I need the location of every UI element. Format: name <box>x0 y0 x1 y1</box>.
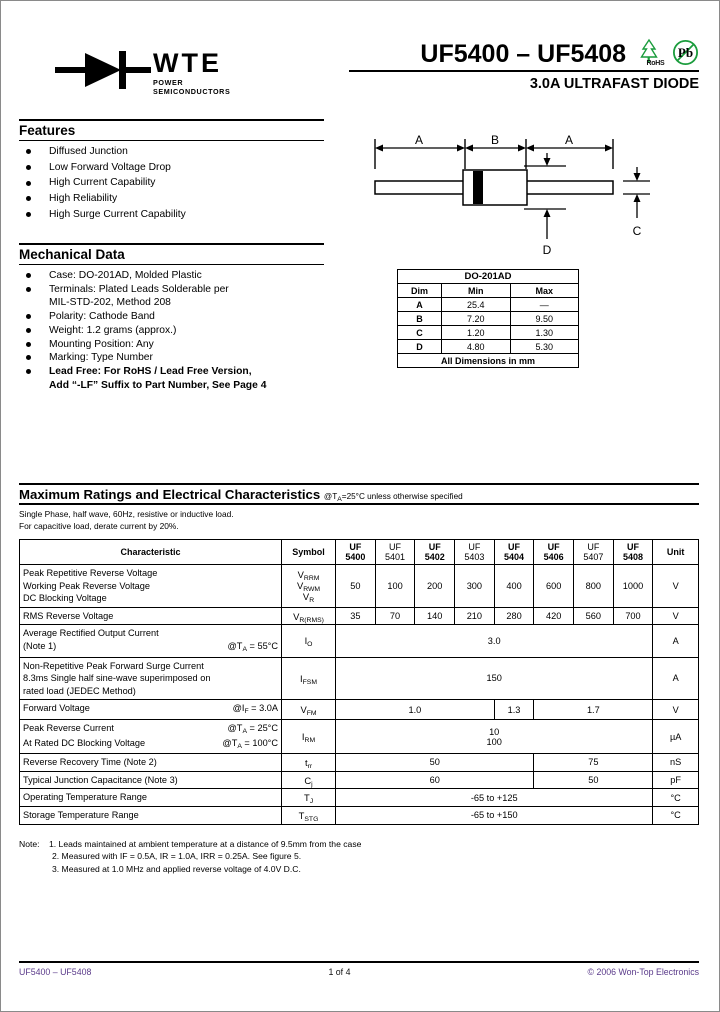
value-cell-span: 50 <box>336 754 534 772</box>
symbol-io: $I_O$ <box>281 625 335 657</box>
value-cell: 300 <box>455 565 495 608</box>
list-item: Terminals: Plated Leads Solderable per <box>19 283 324 296</box>
column-header-part-uf5404: UF 5404 <box>494 540 534 565</box>
page-header <box>19 19 699 109</box>
value-cell: 800 <box>574 565 614 608</box>
list-item: High Reliability <box>19 192 324 205</box>
value-cell: 700 <box>613 607 653 625</box>
table-row <box>398 326 579 340</box>
value-cell: 35 <box>336 607 376 625</box>
dim-min: 1.20 <box>442 326 511 340</box>
list-item: Lead Free: For RoHS / Lead Free Version, <box>19 365 324 378</box>
dim-table-title: DO-201AD <box>398 270 579 284</box>
footer-copyright: © 2006 Won-Top Electronics <box>587 967 699 977</box>
table-row-trr <box>20 754 699 772</box>
value-cell: 280 <box>494 607 534 625</box>
column-header-part-uf5407: UF 5407 <box>574 540 614 565</box>
list-item-continuation: Add “-LF” Suffix to Part Number, See Page 4 <box>49 379 267 391</box>
svg-text:Pb: Pb <box>677 44 694 60</box>
footnote-item: 1. Leads maintained at ambient temperature at a distance of 9.5mm from the case <box>49 838 362 849</box>
ratings-section <box>19 483 699 875</box>
value-cell: 140 <box>415 607 455 625</box>
table-row-vrms <box>20 607 699 625</box>
title-divider <box>349 70 699 72</box>
characteristic-vrrm: Peak Repetitive Reverse Voltage Working Peak Reverse Voltage DC Blocking Voltage <box>20 565 282 608</box>
svg-text:A: A <box>564 133 574 147</box>
irm-value-100c: 100 <box>486 736 502 747</box>
list-item: Case: DO-201AD, Molded Plastic <box>19 269 324 282</box>
ratings-note-line1: Single Phase, half wave, 60Hz, resistive or inductive load. <box>19 509 234 519</box>
column-header-dim: Dim <box>398 284 442 298</box>
dimension-table <box>397 269 579 368</box>
list-item: Low Forward Voltage Drop <box>19 161 324 174</box>
left-column <box>19 119 324 392</box>
column-header-part-uf5400: UF 5400 <box>336 540 376 565</box>
svg-text:A: A <box>414 133 424 147</box>
dim-max: 9.50 <box>510 312 579 326</box>
page-title: UF5400 – UF5408 <box>420 40 627 68</box>
ratings-notes <box>19 509 699 532</box>
dim-letter: C <box>398 326 442 340</box>
list-item: Weight: 1.2 grams (approx.) <box>19 324 324 337</box>
list-item: Polarity: Cathode Band <box>19 310 324 323</box>
column-header-part-uf5406: UF 5406 <box>534 540 574 565</box>
value-cell: 1000 <box>613 565 653 608</box>
lead-free-icon <box>672 39 699 66</box>
table-header-row <box>20 540 699 565</box>
page-footer <box>19 961 699 977</box>
table-row <box>398 354 579 368</box>
unit-cell: °C <box>653 806 699 824</box>
column-header-part-uf5408: UF 5408 <box>613 540 653 565</box>
characteristic-vfm: Forward Voltage $@I_F = 3.0A$ <box>20 700 282 720</box>
value-cell: 100 <box>375 565 415 608</box>
symbol-vrrm: $V_{RRM}$ $V_{RWM}$ $V_R$ <box>281 565 335 608</box>
value-cell-span: -65 to +125 <box>336 789 653 807</box>
mechanical-heading: Mechanical Data <box>19 245 324 265</box>
electrical-characteristics-table <box>19 539 699 825</box>
list-item-continuation: MIL-STD-202, Method 208 <box>49 297 171 309</box>
characteristic-tstg: Storage Temperature Range <box>20 806 282 824</box>
characteristic-cj: Typical Junction Capacitance (Note 3) <box>20 771 282 789</box>
dim-min: 25.4 <box>442 298 511 312</box>
value-cell-span: -65 to +150 <box>336 806 653 824</box>
unit-cell: A <box>653 657 699 700</box>
rohs-label: RoHS <box>646 60 665 67</box>
value-cell: 600 <box>534 565 574 608</box>
column-header-symbol: Symbol <box>281 540 335 565</box>
column-header-part-uf5401: UF 5401 <box>375 540 415 565</box>
table-row-io <box>20 625 699 657</box>
right-column <box>349 119 699 368</box>
unit-cell: °C <box>653 789 699 807</box>
characteristic-io: Average Rectified Output Current (Note 1) $@T_A = 55^\circ C$ <box>20 625 282 657</box>
diode-symbol-icon <box>55 51 151 89</box>
features-list <box>19 145 324 221</box>
list-item: Mounting Position: Any <box>19 338 324 351</box>
title-block <box>349 39 699 92</box>
dim-letter: B <box>398 312 442 326</box>
list-item: Diffused Junction <box>19 145 324 158</box>
symbol-tstg: $T_{STG}$ <box>281 806 335 824</box>
svg-text:C: C <box>632 224 642 238</box>
table-row <box>398 298 579 312</box>
unit-cell: V <box>653 607 699 625</box>
table-row-ifsm <box>20 657 699 700</box>
footer-page-number: 1 of 4 <box>328 967 351 977</box>
characteristic-vrms: RMS Reverse Voltage <box>20 607 282 625</box>
value-cell: 560 <box>574 607 614 625</box>
eco-icons <box>638 38 699 66</box>
value-cell: 50 <box>336 565 376 608</box>
column-header-part-uf5402: UF 5402 <box>415 540 455 565</box>
symbol-trr: $t_{rr}$ <box>281 754 335 772</box>
ratings-title <box>19 485 699 503</box>
table-row <box>398 312 579 326</box>
dim-min: 7.20 <box>442 312 511 326</box>
characteristic-tj: Operating Temperature Range <box>20 789 282 807</box>
column-header-min: Min <box>442 284 511 298</box>
features-section <box>19 119 324 221</box>
value-cell-span: 1.7 <box>534 700 653 720</box>
table-row <box>398 340 579 354</box>
dim-table-footer: All Dimensions in mm <box>398 354 579 368</box>
footnote-item: 3. Measured at 1.0 MHz and applied reverse voltage of 4.0V D.C. <box>52 863 301 874</box>
footnote-item: 2. Measured with IF = 0.5A, IR = 1.0A, IRR = 0.25A. See figure 5. <box>52 851 302 861</box>
logo-tagline: POWER SEMICONDUCTORS <box>153 78 231 96</box>
value-cell: 200 <box>415 565 455 608</box>
irm-value-25c: 10 <box>489 726 500 737</box>
svg-text:B: B <box>490 133 500 147</box>
body-columns <box>19 119 699 479</box>
value-cell-span: 75 <box>534 754 653 772</box>
company-logo <box>55 41 255 96</box>
symbol-vfm: $V_{FM}$ <box>281 700 335 720</box>
value-cell-span: 3.0 <box>336 625 653 657</box>
column-header-unit: Unit <box>653 540 699 565</box>
page-subtitle: 3.0A ULTRAFAST DIODE <box>529 76 699 92</box>
value-cell-span: 60 <box>336 771 534 789</box>
table-row-vfm <box>20 700 699 720</box>
rohs-tree-icon <box>638 38 664 66</box>
mechanical-list <box>19 269 324 392</box>
symbol-cj: $C_j$ <box>281 771 335 789</box>
mechanical-section <box>19 243 324 392</box>
value-cell: 210 <box>455 607 495 625</box>
column-header-characteristic: Characteristic <box>20 540 282 565</box>
package-outline-drawing <box>361 123 661 263</box>
table-row <box>398 270 579 284</box>
footer-part-range: UF5400 – UF5408 <box>19 967 92 977</box>
dim-min: 4.80 <box>442 340 511 354</box>
svg-text:D: D <box>542 243 552 257</box>
dim-max: 5.30 <box>510 340 579 354</box>
column-header-part-uf5403: UF 5403 <box>455 540 495 565</box>
column-header-max: Max <box>510 284 579 298</box>
unit-cell: pF <box>653 771 699 789</box>
unit-cell: A <box>653 625 699 657</box>
characteristic-ifsm: Non-Repetitive Peak Forward Surge Current 8.3ms Single half sine-wave superimposed on rated load (JEDEC Method) <box>20 657 282 700</box>
symbol-ifsm: $I_{FSM}$ <box>281 657 335 700</box>
list-item: High Surge Current Capability <box>19 208 324 221</box>
value-cell-span <box>336 719 653 753</box>
ratings-title-text: Maximum Ratings and Electrical Characteristics <box>19 487 321 502</box>
unit-cell: V <box>653 565 699 608</box>
list-item: High Current Capability <box>19 176 324 189</box>
characteristic-irm: Peak Reverse Current $@T_A = 25^\circ C$ At Rated DC Blocking Voltage $@T_A = 100^\circ C$ <box>20 719 282 753</box>
unit-cell: V <box>653 700 699 720</box>
unit-cell: nS <box>653 754 699 772</box>
list-item: Marking: Type Number <box>19 351 324 364</box>
value-cell-span: 1.3 <box>494 700 534 720</box>
ratings-condition: $@T_A=25^\circ C$ unless otherwise specified <box>323 492 463 503</box>
footnotes <box>19 838 699 876</box>
footnote-row-1 <box>19 838 699 851</box>
dim-letter: A <box>398 298 442 312</box>
value-cell: 420 <box>534 607 574 625</box>
value-cell: 400 <box>494 565 534 608</box>
unit-cell: µA <box>653 719 699 753</box>
table-header-row <box>398 284 579 298</box>
symbol-irm: $I_{RM}$ <box>281 719 335 753</box>
table-row-cj <box>20 771 699 789</box>
dim-letter: D <box>398 340 442 354</box>
features-heading: Features <box>19 121 324 141</box>
value-cell: 70 <box>375 607 415 625</box>
table-row-irm <box>20 719 699 753</box>
dim-max: 1.30 <box>510 326 579 340</box>
table-row-vrrm <box>20 565 699 608</box>
value-cell-span: 1.0 <box>336 700 495 720</box>
ratings-note-line2: For capacitive load, derate current by 20%. <box>19 520 179 531</box>
value-cell-span: 50 <box>534 771 653 789</box>
table-row-tj <box>20 789 699 807</box>
characteristic-trr: Reverse Recovery Time (Note 2) <box>20 754 282 772</box>
footer-divider <box>19 961 699 963</box>
symbol-vrms: $V_{R(RMS)}$ <box>281 607 335 625</box>
logo-wordmark: WTE <box>153 48 222 78</box>
table-row-tstg <box>20 806 699 824</box>
symbol-tj: $T_J$ <box>281 789 335 807</box>
dim-max: — <box>510 298 579 312</box>
footnote-label: Note: <box>19 838 40 849</box>
value-cell-span: 150 <box>336 657 653 700</box>
